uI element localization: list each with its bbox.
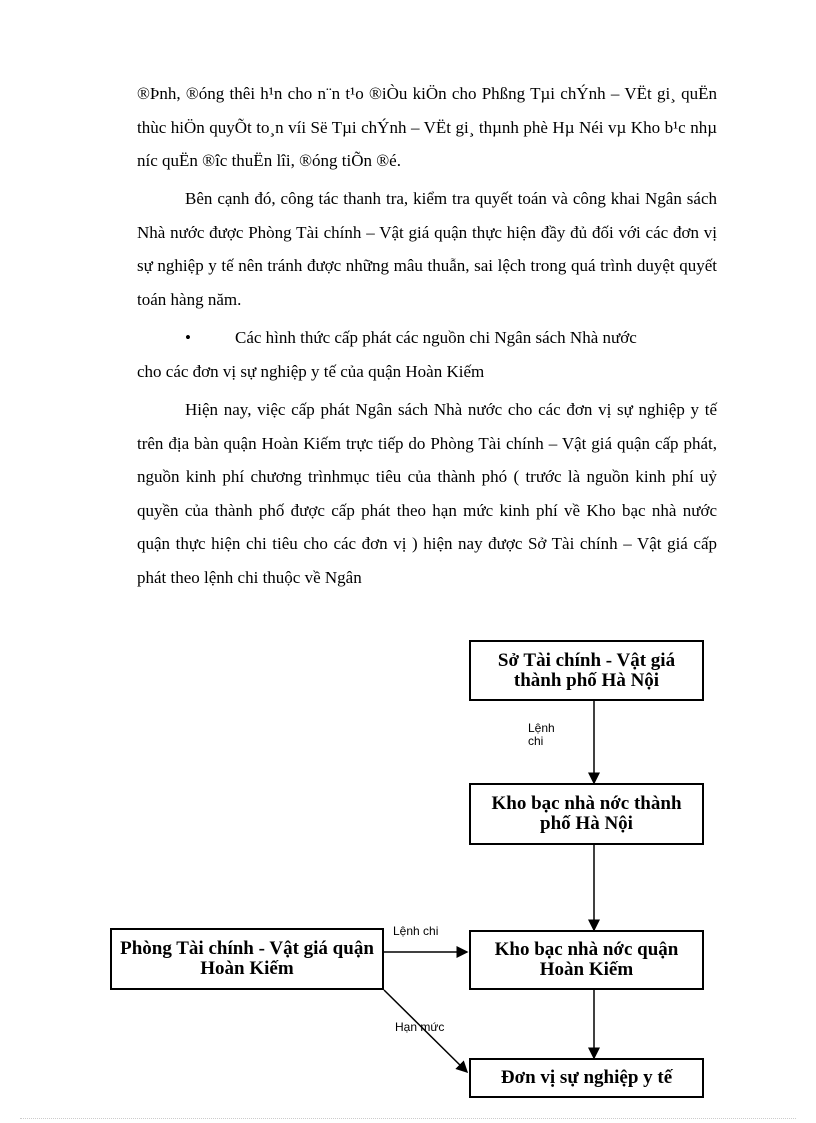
- box-so-tai-chinh: [469, 640, 704, 701]
- box-phong-tai-chinh-text: Phòng Tài chính - Vật giá quận Hoàn Kiếm: [120, 938, 374, 979]
- bullet-marker: •: [185, 328, 191, 347]
- box-kho-bac-quan-text: Kho bạc nhà nớc quận Hoàn Kiếm: [494, 939, 679, 980]
- box-don-vi-y-te-text: Đơn vị sự nghiệp y tế: [500, 1067, 673, 1088]
- box-don-vi-y-te: [469, 1058, 704, 1098]
- box-phong-tai-chinh: [110, 928, 384, 990]
- bullet-text-line-1: Các hình thức cấp phát các nguồn chi Ngân sách Nhà nước: [235, 328, 637, 347]
- label-lenh-chi-line-2: chi: [528, 734, 544, 748]
- paragraph-3: Hiện nay, việc cấp phát Ngân sách Nhà nước cho các đơn vị sự nghiệp y tế trên địa bàn quận Hoàn Kiếm trực tiếp do Phòng Tài chính – Vật giá quận cấp phát, nguồn kinh phí chương trìnhmục tiêu của thành phó ( trước là nguồn kinh phí uỷ quyền của thành phố được cấp phát theo hạn mức kinh phí về Kho bạc nhà nước quận thực hiện chi tiêu cho các đơn vị ) hiện nay được Sở Tài chính – Vật giá cấp phát theo lệnh chi thuộc về Ngân: [137, 400, 717, 587]
- bullet-text-line-2: cho các đơn vị sự nghiệp y tế của quận Hoàn Kiếm: [137, 361, 485, 381]
- label-han-muc: Hạn mức: [395, 1020, 445, 1034]
- box-kho-bac-thanh-pho-text: Kho bạc nhà nớc thành phố Hà Nội: [491, 793, 682, 834]
- label-lenh-chi-line-1: Lệnh: [528, 721, 555, 735]
- box-so-tai-chinh-text: Sở Tài chính - Vật giá thành phố Hà Nội: [497, 649, 676, 691]
- box-kho-bac-quan: [469, 930, 704, 990]
- label-lenh-chi-vertical: [528, 722, 555, 748]
- paragraph-2: Bên cạnh đó, công tác thanh tra, kiểm tra quyết toán và công khai Ngân sách Nhà nước được Phòng Tài chính – Vật giá quận thực hiện đầy đủ đối với các đơn vị sự nghiệp y tế nên tránh được những mâu thuẫn, sai lệch trong quá trình duyệt quyết toán hàng năm.: [137, 189, 717, 309]
- footer-divider: [20, 1118, 796, 1119]
- paragraph-1: ®Þnh, ®óng thêi h¹n cho n¨n t¹o ®iÒu kiÖn cho Phßng Tµi chÝnh – VËt gi¸ quËn thùc hiÖn quyÕt to¸n víi Së Tµi chÝnh – VËt gi¸ thµnh phè Hµ Néi vµ Kho b¹c nhµ níc quËn ®îc thuËn lîi, ®óng tiÕn ®é.: [137, 84, 717, 170]
- label-lenh-chi-horizontal: Lệnh chi: [393, 924, 439, 938]
- box-kho-bac-thanh-pho: [469, 783, 704, 845]
